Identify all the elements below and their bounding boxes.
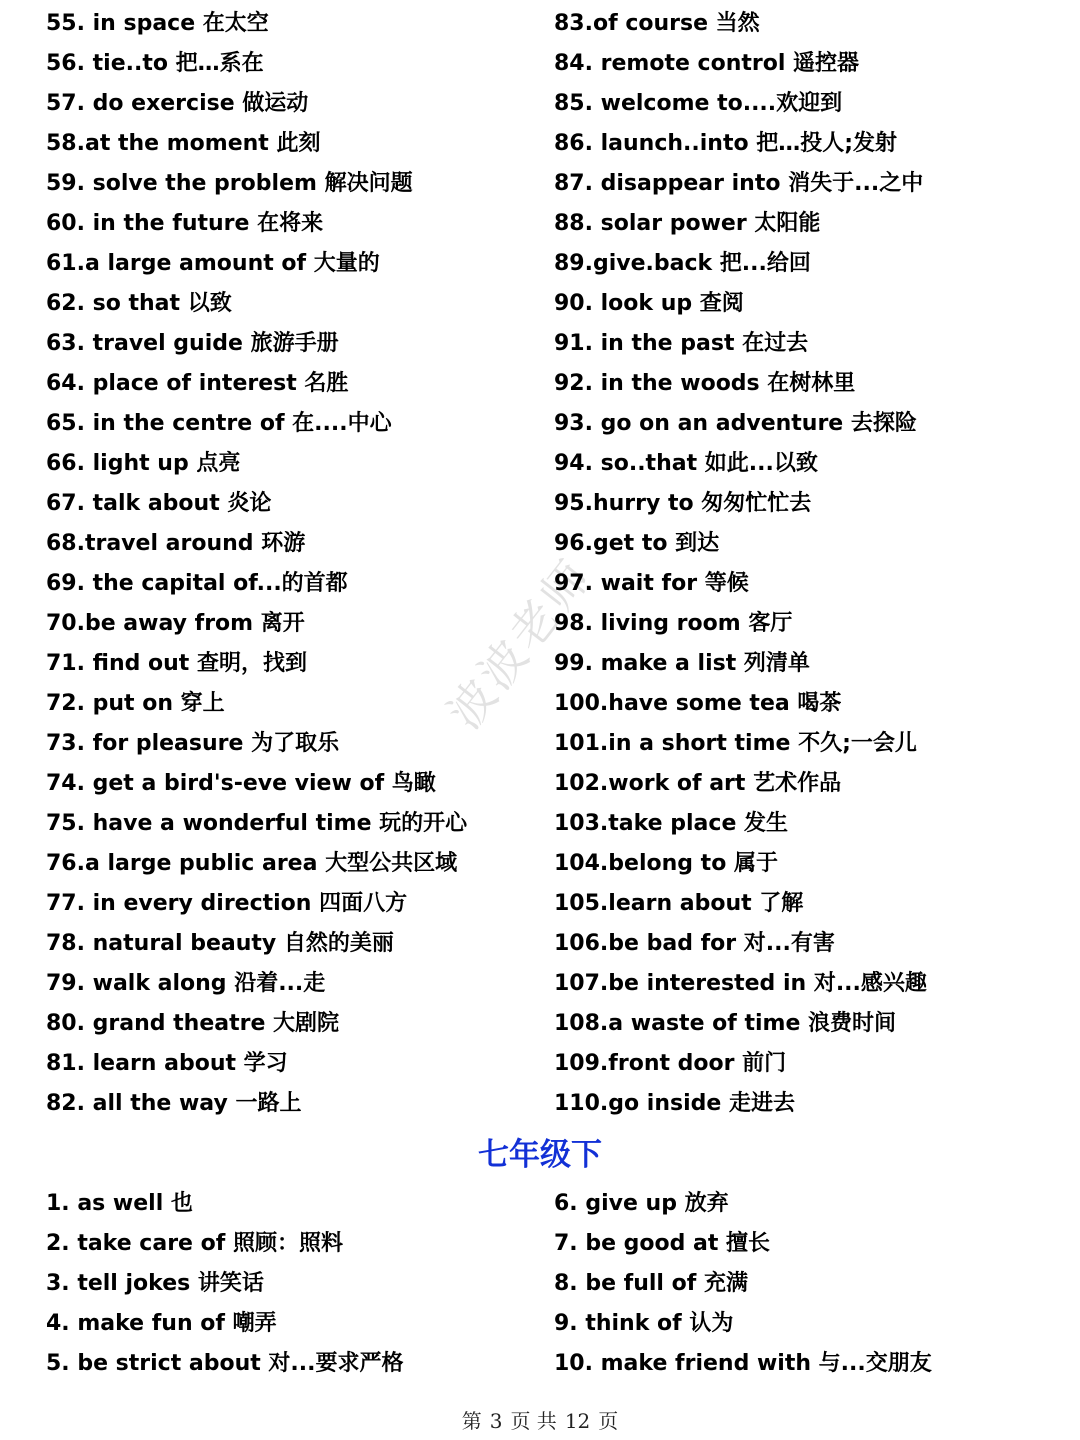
phrase-item: 58.at the moment 此刻 — [46, 131, 321, 156]
phrase-item: 80. grand theatre 大剧院 — [46, 1011, 340, 1036]
phrase-item: 93. go on an adventure 去探险 — [554, 411, 917, 436]
phrase-item: 6. give up 放弃 — [554, 1191, 729, 1216]
phrase-item: 90. look up 查阅 — [554, 291, 744, 316]
phrase-item: 55. in space 在太空 — [46, 11, 269, 36]
phrase-item: 62. so that 以致 — [46, 291, 232, 316]
phrase-list-left — [46, 4, 467, 1124]
phrase-item: 103.take place 发生 — [554, 811, 789, 836]
phrase-item: 5. be strict about 对...要求严格 — [46, 1351, 404, 1376]
phrase-item: 2. take care of 照顾：照料 — [46, 1231, 343, 1256]
phrase-item: 73. for pleasure 为了取乐 — [46, 731, 340, 756]
page-footer — [0, 1404, 1080, 1438]
phrase-item: 109.front door 前门 — [554, 1051, 787, 1076]
phrase-item: 82. all the way 一路上 — [46, 1091, 302, 1116]
phrase-item: 56. tie..to 把…系在 — [46, 51, 264, 76]
phrase-item: 57. do exercise 做运动 — [46, 91, 309, 116]
phrase-item: 86. launch..into 把…投人;发射 — [554, 131, 898, 156]
phrase-item: 63. travel guide 旅游手册 — [46, 331, 339, 356]
phrase-item: 97. wait for 等候 — [554, 571, 749, 596]
section-list-left — [46, 1184, 404, 1384]
phrase-item: 107.be interested in 对...感兴趣 — [554, 971, 927, 996]
phrase-item: 67. talk about 炎论 — [46, 491, 272, 516]
phrase-item: 88. solar power 太阳能 — [554, 211, 821, 236]
phrase-item: 75. have a wonderful time 玩的开心 — [46, 811, 468, 836]
footer-suffix: 页 — [598, 1409, 619, 1433]
phrase-item: 9. think of 认为 — [554, 1311, 734, 1336]
phrase-item: 74. get a bird's-eve view of 鸟瞰 — [46, 771, 436, 796]
phrase-list-right — [554, 4, 927, 1124]
phrase-item: 66. light up 点亮 — [46, 451, 241, 476]
footer-current-page: 3 — [489, 1409, 503, 1433]
phrase-item: 85. welcome to....欢迎到 — [554, 91, 843, 116]
watermark: 波波老师 — [437, 547, 603, 739]
phrase-item: 87. disappear into 消失于...之中 — [554, 171, 924, 196]
phrase-item: 108.a waste of time 浪费时间 — [554, 1011, 897, 1036]
phrase-item: 96.get to 到达 — [554, 531, 720, 556]
phrase-item: 76.a large public area 大型公共区域 — [46, 851, 458, 876]
phrase-item: 105.learn about 了解 — [554, 891, 804, 916]
phrase-item: 68.travel around 环游 — [46, 531, 306, 556]
phrase-item: 71. find out 查明，找到 — [46, 651, 307, 676]
phrase-item: 91. in the past 在过去 — [554, 331, 809, 356]
phrase-item: 7. be good at 擅长 — [554, 1231, 771, 1256]
phrase-item: 99. make a list 列清单 — [554, 651, 810, 676]
phrase-item: 92. in the woods 在树林里 — [554, 371, 856, 396]
phrase-item: 65. in the centre of 在....中心 — [46, 411, 392, 436]
phrase-item: 59. solve the problem 解决问题 — [46, 171, 413, 196]
phrase-item: 64. place of interest 名胜 — [46, 371, 349, 396]
phrase-item: 70.be away from 离开 — [46, 611, 305, 636]
footer-prefix: 第 — [461, 1409, 482, 1433]
phrase-item: 106.be bad for 对...有害 — [554, 931, 835, 956]
phrase-item: 104.belong to 属于 — [554, 851, 778, 876]
footer-total-pages: 12 — [564, 1409, 591, 1433]
phrase-item: 79. walk along 沿着...走 — [46, 971, 326, 996]
phrase-item: 102.work of art 艺术作品 — [554, 771, 842, 796]
phrase-item: 95.hurry to 匆匆忙忙去 — [554, 491, 812, 516]
phrase-item: 89.give.back 把...给回 — [554, 251, 811, 276]
phrase-item: 77. in every direction 四面八方 — [46, 891, 408, 916]
phrase-item: 81. learn about 学习 — [46, 1051, 288, 1076]
phrase-item: 60. in the future 在将来 — [46, 211, 324, 236]
phrase-item: 101.in a short time 不久;一会儿 — [554, 731, 917, 756]
section-title: 七年级下 — [478, 1137, 602, 1173]
phrase-item: 4. make fun of 嘲弄 — [46, 1311, 277, 1336]
phrase-item: 84. remote control 遥控器 — [554, 51, 860, 76]
phrase-item: 98. living room 客厅 — [554, 611, 793, 636]
phrase-item: 69. the capital of...的首都 — [46, 571, 348, 596]
phrase-item: 1. as well 也 — [46, 1191, 193, 1216]
phrase-item: 94. so..that 如此...以致 — [554, 451, 818, 476]
phrase-item: 110.go inside 走进去 — [554, 1091, 795, 1116]
footer-middle: 页 共 — [510, 1409, 557, 1433]
phrase-item: 72. put on 穿上 — [46, 691, 225, 716]
phrase-item: 3. tell jokes 讲笑话 — [46, 1271, 264, 1296]
section-list-right — [554, 1184, 932, 1384]
phrase-item: 10. make friend with 与...交朋友 — [554, 1351, 932, 1376]
phrase-item: 100.have some tea 喝茶 — [554, 691, 842, 716]
phrase-item: 83.of course 当然 — [554, 11, 760, 36]
phrase-item: 8. be full of 充满 — [554, 1271, 748, 1296]
phrase-item: 61.a large amount of 大量的 — [46, 251, 380, 276]
phrase-item: 78. natural beauty 自然的美丽 — [46, 931, 394, 956]
